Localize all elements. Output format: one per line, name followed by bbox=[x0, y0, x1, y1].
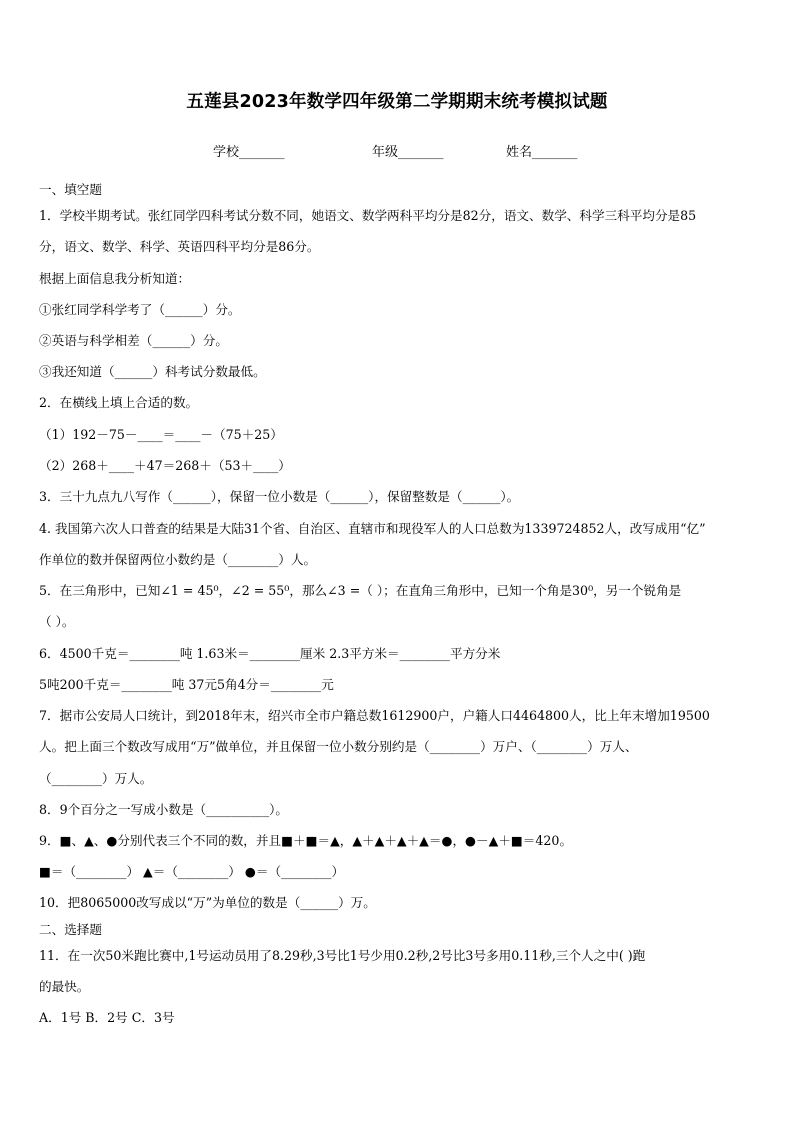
question-3: 3．三十九点九八写作（______），保留一位小数是（______），保留整数是（______）。 bbox=[39, 489, 520, 504]
question-6-line-2: 5吨200千克＝________吨 37元5角4分＝________元 bbox=[39, 677, 334, 692]
question-7-line-1: 7．据市公安局人口统计，到2018年末，绍兴市全市户籍总数1612900户，户籍人口4464800人，比上年末增加19500 bbox=[39, 708, 710, 723]
question-1-item-1: ①张红同学科学考了（______）分。 bbox=[39, 302, 241, 317]
question-1-line-2: 分，语文、数学、科学、英语四科平均分是86分。 bbox=[39, 239, 320, 254]
question-4-line-1: 4. 我国第六次人口普查的结果是大陆31个省、自治区、直辖市和现役军人的人口总数为1339724852人，改写成用“亿” bbox=[39, 521, 706, 536]
question-5-line-2: （ ）。 bbox=[39, 614, 75, 629]
question-1-item-3: ③我还知道（______）科考试分数最低。 bbox=[39, 364, 266, 379]
question-11-line-2: 的最快。 bbox=[39, 979, 90, 994]
question-8: 8．9个百分之一写成小数是（__________）。 bbox=[39, 802, 289, 817]
page-title: 五莲县2023年数学四年级第二学期期末统考模拟试题 bbox=[186, 92, 608, 112]
question-2-part-1: （1）192－75－____＝____－（75＋25） bbox=[39, 427, 283, 442]
question-2-part-2: （2）268＋____＋47＝268＋（53＋____） bbox=[39, 458, 291, 473]
section-heading-fill: 一、填空题 bbox=[39, 182, 102, 197]
question-1-line-1: 1．学校半期考试。张红同学四科考试分数不同，她语文、数学两科平均分是82分，语文、数学、科学三科平均分是85 bbox=[39, 208, 697, 223]
question-11-line-1: 11．在一次50米跑比赛中,1号运动员用了8.29秒,3号比1号少用0.2秒,2号比3号多用0.11秒,三个人之中( )跑 bbox=[39, 948, 646, 963]
grade-field: 年级_______ bbox=[372, 145, 444, 160]
question-11-options: A．1号 B．2号 C．3号 bbox=[39, 1010, 175, 1025]
question-9-line-2: ■＝（________） ▲＝（________） ●＝（________） bbox=[39, 864, 345, 879]
question-4-line-2: 作单位的数并保留两位小数约是（________）人。 bbox=[39, 552, 317, 567]
question-1-line-3: 根据上面信息我分析知道： bbox=[39, 271, 191, 286]
name-field: 姓名_______ bbox=[506, 145, 578, 160]
question-7-line-2: 人。把上面三个数改写成用“万”做单位，并且保留一位小数分别约是（________）万户、（________）万人、 bbox=[39, 739, 638, 754]
question-6-line-1: 6．4500千克＝________吨 1.63米＝________厘米 2.3平方米＝________平方分米 bbox=[39, 646, 501, 661]
question-5-line-1: 5．在三角形中，已知∠1 = 45⁰，∠2 = 55⁰，那么∠3 =（ ）；在直角三角形中，已知一个角是30⁰，另一个锐角是 bbox=[39, 583, 682, 598]
question-7-line-3: （________）万人。 bbox=[39, 771, 153, 786]
question-10: 10．把8065000改写成以“万”为单位的数是（______）万。 bbox=[39, 895, 376, 910]
question-1-item-2: ②英语与科学相差（______）分。 bbox=[39, 333, 228, 348]
question-2-stem: 2．在横线上填上合适的数。 bbox=[39, 395, 199, 410]
section-heading-choice: 二、选择题 bbox=[39, 922, 102, 937]
school-field: 学校_______ bbox=[213, 145, 285, 160]
question-9-line-1: 9．■、▲、●分别代表三个不同的数，并且■＋■＝▲，▲＋▲＋▲＋▲＝●，●－▲＋■＝420。 bbox=[39, 833, 573, 848]
